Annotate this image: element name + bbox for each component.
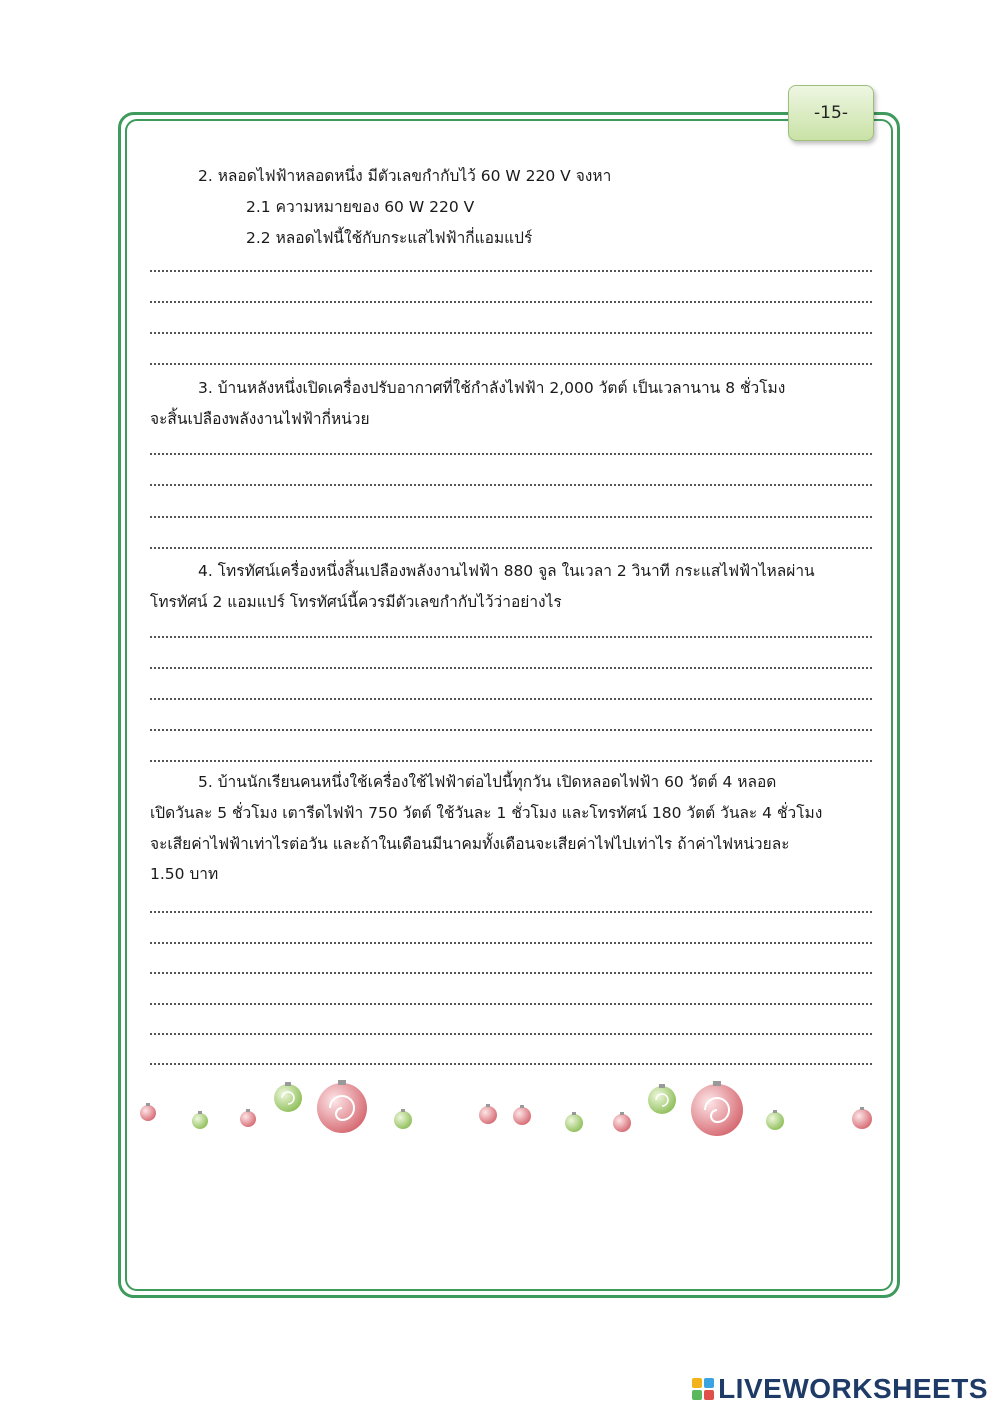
- ornament-red-icon: [479, 1104, 497, 1124]
- answer-line[interactable]: [150, 940, 872, 944]
- question-2-sub-2: 2.2 หลอดไฟนี้ใช้กับกระแสไฟฟ้ากี่แอมแปร์: [246, 229, 533, 247]
- page-number-tab: [788, 85, 874, 141]
- question-5-text: 5. บ้านนักเรียนคนหนึ่งใช้เครื่องใช้ไฟฟ้าต่อไปนี้ทุกวัน เปิดหลอดไฟฟ้า 60 วัตต์ 4 หลอด: [198, 773, 777, 791]
- answer-line[interactable]: [150, 545, 872, 549]
- question-4-text-cont: โทรทัศน์ 2 แอมแปร์ โทรทัศน์นี้ควรมีตัวเลขกำกับไว้ว่าอย่างไร: [150, 593, 562, 611]
- ornament-red-icon: [613, 1112, 631, 1132]
- question-3-text-cont: จะสิ้นเปลืองพลังงานไฟฟ้ากี่หน่วย: [150, 410, 370, 428]
- answer-line[interactable]: [150, 451, 872, 455]
- ornament-red-icon: [140, 1103, 156, 1121]
- ornament-green-icon: [192, 1111, 208, 1129]
- answer-line[interactable]: [150, 1001, 872, 1005]
- answer-line[interactable]: [150, 1031, 872, 1035]
- question-5-text-cont-3: 1.50 บาท: [150, 865, 219, 883]
- ornament-green-icon: [394, 1109, 412, 1129]
- answer-line[interactable]: [150, 970, 872, 974]
- liveworksheets-logo-icon: [692, 1378, 714, 1400]
- brand-name: LIVEWORKSHEETS: [718, 1373, 988, 1404]
- question-5-text-cont-1: เปิดวันละ 5 ชั่วโมง เตารีดไฟฟ้า 750 วัตต์ ใช้วันละ 1 ชั่วโมง และโทรทัศน์ 180 วัตต์ วันละ 4 ชั่วโมง: [150, 804, 823, 822]
- ornament-red-icon: [317, 1080, 367, 1133]
- ornament-red-icon: [513, 1105, 531, 1125]
- answer-line[interactable]: [150, 330, 872, 334]
- ornament-green-icon: [648, 1084, 676, 1114]
- ornament-red-icon: [852, 1107, 872, 1129]
- answer-line[interactable]: [150, 514, 872, 518]
- liveworksheets-branding: [692, 1374, 988, 1404]
- ornament-green-icon: [274, 1082, 302, 1112]
- question-2-text: 2. หลอดไฟฟ้าหลอดหนึ่ง มีตัวเลขกำกับไว้ 60 W 220 V จงหา: [198, 167, 612, 185]
- answer-line[interactable]: [150, 268, 872, 272]
- answer-line[interactable]: [150, 299, 872, 303]
- ornament-green-icon: [565, 1112, 583, 1132]
- answer-line[interactable]: [150, 665, 872, 669]
- question-4-text: 4. โทรทัศน์เครื่องหนึ่งสิ้นเปลืองพลังงานไฟฟ้า 880 จูล ในเวลา 2 วินาที กระแสไฟฟ้าไหลผ่าน: [198, 562, 815, 580]
- answer-line[interactable]: [150, 696, 872, 700]
- question-5-text-cont-2: จะเสียค่าไฟฟ้าเท่าไรต่อวัน และถ้าในเดือนมีนาคมทั้งเดือนจะเสียค่าไฟไปเท่าไร ถ้าค่าไฟหน่วยละ: [150, 835, 790, 853]
- answer-line[interactable]: [150, 634, 872, 638]
- page-number: -15-: [814, 103, 848, 123]
- answer-line[interactable]: [150, 758, 872, 762]
- answer-line[interactable]: [150, 909, 872, 913]
- ornament-red-icon: [240, 1109, 256, 1127]
- ornament-green-icon: [766, 1110, 784, 1130]
- answer-line[interactable]: [150, 482, 872, 486]
- answer-line[interactable]: [150, 1061, 872, 1065]
- ornament-red-icon: [691, 1081, 743, 1136]
- question-2-sub-1: 2.1 ความหมายของ 60 W 220 V: [246, 198, 475, 216]
- ornament-border-decoration: [130, 1070, 890, 1140]
- answer-line[interactable]: [150, 361, 872, 365]
- answer-line[interactable]: [150, 727, 872, 731]
- question-3-text: 3. บ้านหลังหนึ่งเปิดเครื่องปรับอากาศที่ใช้กำลังไฟฟ้า 2,000 วัตต์ เป็นเวลานาน 8 ชั่วโมง: [198, 379, 786, 397]
